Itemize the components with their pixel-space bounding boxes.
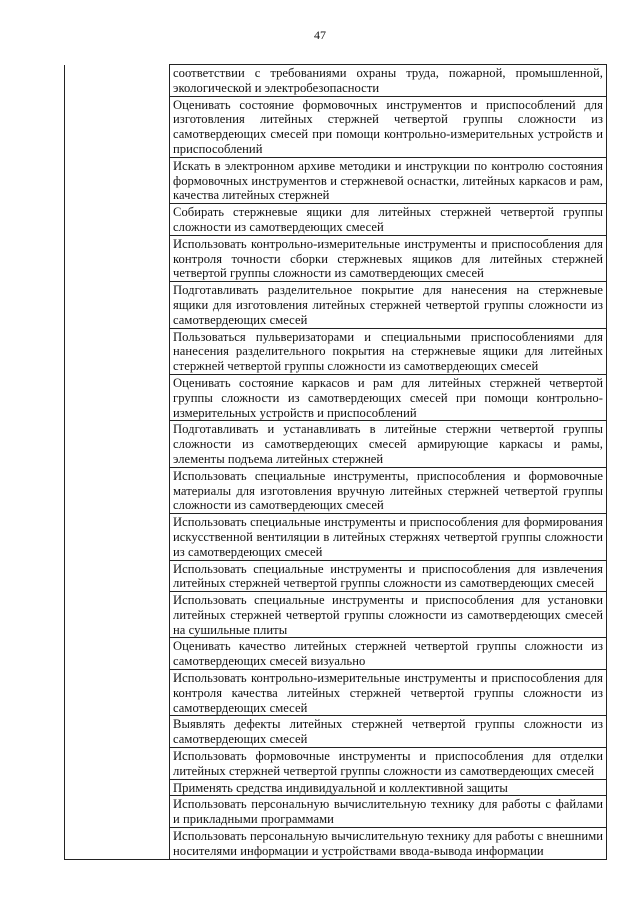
table-cell: Использовать специальные инструменты и приспособления для извлечения литейных стержней четвертой группы сложности из самотвердеющих смесей [170, 560, 607, 592]
skills-table [64, 64, 607, 860]
page-number: 47 [314, 28, 326, 42]
table-cell: Использовать контрольно-измерительные инструменты и приспособления для контроля качества литейных стержней четвертой группы сложности из самотвердеющих смесей [170, 670, 607, 716]
table-cell: Выявлять дефекты литейных стержней четвертой группы сложности из самотвердеющих смесей [170, 716, 607, 748]
table-cell: Пользоваться пульверизаторами и специальными приспособлениями для нанесения разделительного покрытия на стержневые ящики для литейных стержней четвертой группы сложности из самотвердеющих смесей [170, 328, 607, 374]
table-cell: Использовать формовочные инструменты и приспособления для отделки литейных стержней четвертой группы сложности из самотвердеющих смесей [170, 748, 607, 780]
table-cell: Подготавливать и устанавливать в литейные стержни четвертой группы сложности из самотвердеющих смесей армирующие каркасы и рамы, элементы подъема литейных стержней [170, 421, 607, 467]
table-cell: Оценивать состояние каркасов и рам для литейных стержней четвертой группы сложности из самотвердеющих смесей при помощи контрольно-измерительных устройств и приспособлений [170, 374, 607, 420]
empty-left-cell [65, 65, 170, 860]
table-row [65, 65, 607, 97]
table-cell: Оценивать качество литейных стержней четвертой группы сложности из самотвердеющих смесей визуально [170, 638, 607, 670]
table-cell: Искать в электронном архиве методики и инструкции по контролю состояния формовочных инструментов и стержневой оснастки, литейных каркасов и рам, качества литейных стержней [170, 157, 607, 203]
table-cell: Использовать специальные инструменты, приспособления и формовочные материалы для изготовления вручную литейных стержней четвертой группы сложности из самотвердеющих смесей [170, 467, 607, 513]
table-cell: Собирать стержневые ящики для литейных стержней четвертой группы сложности из самотвердеющих смесей [170, 204, 607, 236]
table-cell: Применять средства индивидуальной и коллективной защиты [170, 779, 607, 796]
table-cell: Использовать специальные инструменты и приспособления для формирования искусственной вентиляции в литейных стержнях четвертой группы сложности из самотвердеющих смесей [170, 514, 607, 560]
table-cell: Оценивать состояние формовочных инструментов и приспособлений для изготовления литейных стержней четвертой группы сложности из самотвердеющих смесей при помощи контрольно-измерительных устройств и приспособлений [170, 96, 607, 157]
table-cell: Использовать специальные инструменты и приспособления для установки литейных стержней четвертой группы сложности из самотвердеющих смесей на сушильные плиты [170, 592, 607, 638]
table-cell: Подготавливать разделительное покрытие для нанесения на стержневые ящики для изготовления литейных стержней четвертой группы сложности из самотвердеющих смесей [170, 282, 607, 328]
table-cell: Использовать контрольно-измерительные инструменты и приспособления для контроля точности сборки стержневых ящиков для литейных стержней четвертой группы сложности из самотвердеющих смесей [170, 235, 607, 281]
table-cell: соответствии с требованиями охраны труда, пожарной, промышленной, экологической и электробезопасности [170, 65, 607, 97]
table-cell: Использовать персональную вычислительную технику для работы с файлами и прикладными программами [170, 796, 607, 828]
table-cell: Использовать персональную вычислительную технику для работы с внешними носителями информации и устройствами ввода-вывода информации [170, 828, 607, 860]
